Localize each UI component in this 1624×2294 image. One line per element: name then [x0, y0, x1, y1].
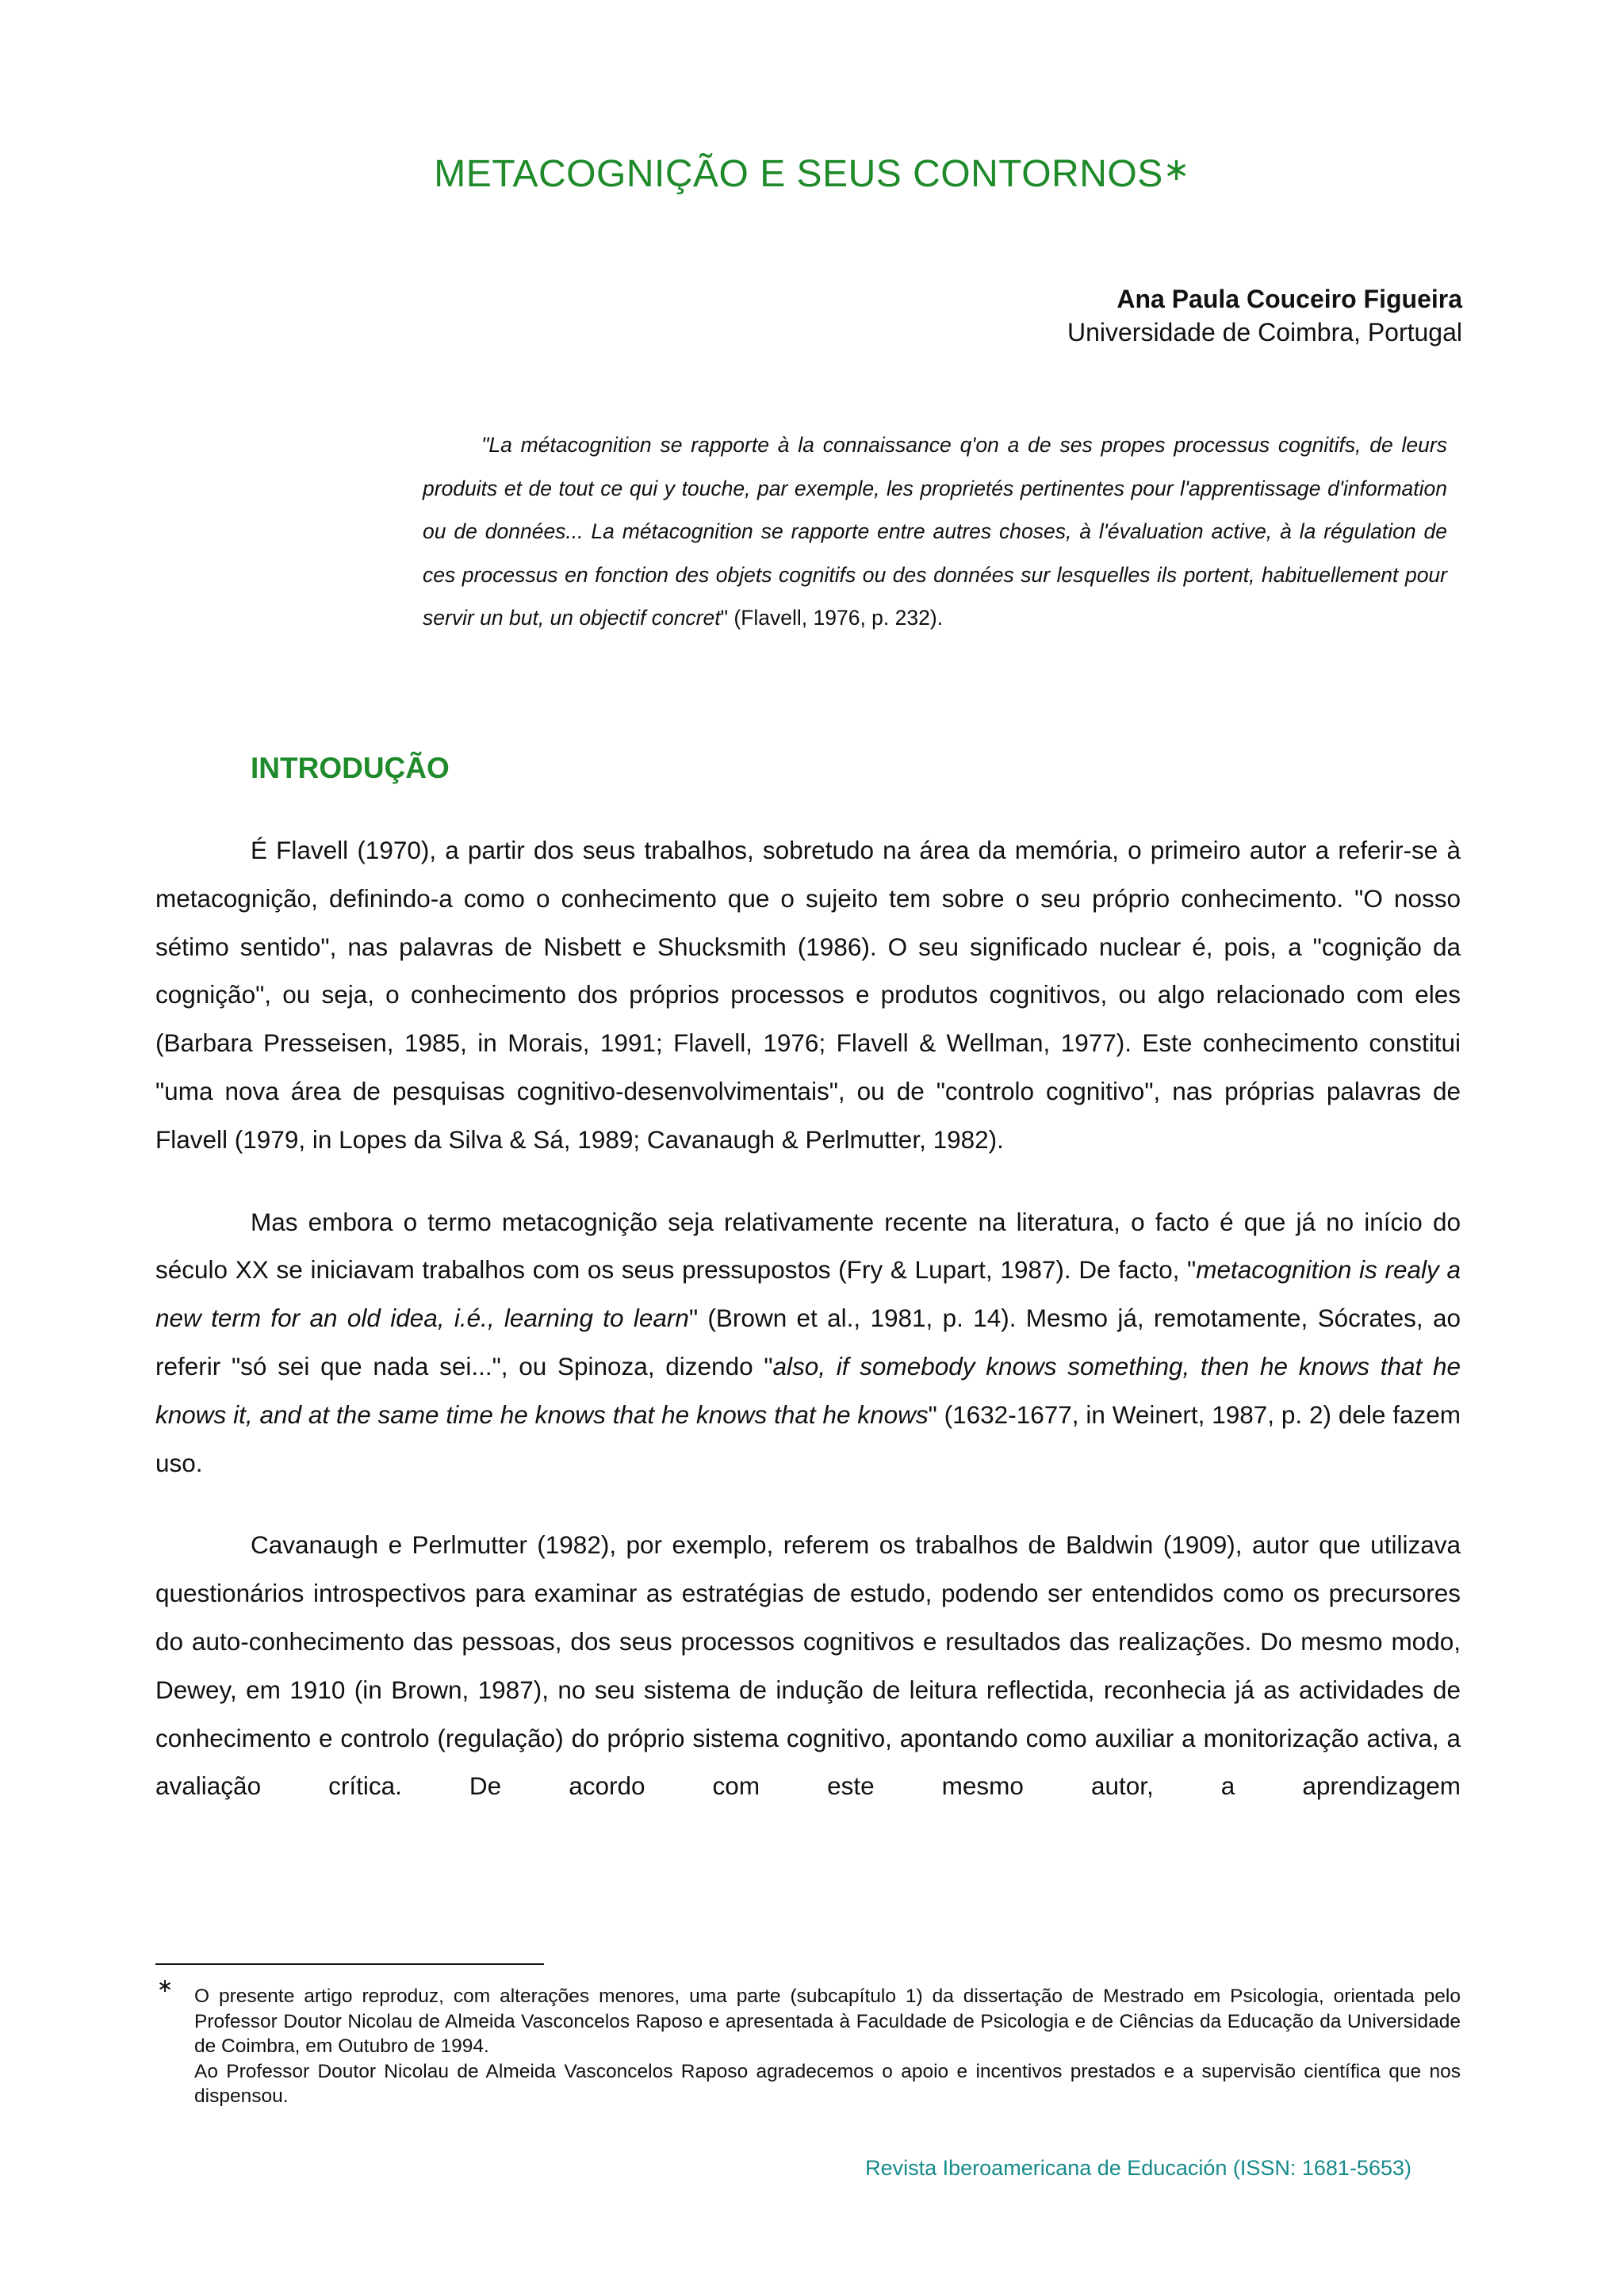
paragraph-2-text-c: " (Brown et al., 1981, p. 14). Mesmo já, remotamente, Sócrates, ao referir "só sei que nada sei...", ou Spinoza, dizendo ": [155, 1304, 1461, 1381]
footnote: [194, 1984, 1461, 2109]
paragraph-3: Cavanaugh e Perlmutter (1982), por exemplo, referem os trabalhos de Baldwin (1909), autor que utilizava questionários introspectivos para examinar as estratégias de estudo, podendo ser entendidos como os precursores do auto-conhecimento das pessoas, dos seus processos cognitivos e resultados das realizações. Do mesmo modo, Dewey, em 1910 (in Brown, 1987), no seu sistema de indução de leitura reflectida, reconhecia já as actividades de conhecimento e controlo (regulação) do próprio sistema cognitivo, apontando como auxiliar a monitorização activa, a avaliação crítica. De acordo com este mesmo autor, a aprendizagem: [155, 1530, 1461, 1801]
epigraph-citation: " (Flavell, 1976, p. 232).: [720, 606, 944, 630]
paragraph-2-text-e: " (1632-1677, in Weinert, 1987, p. 2) dele fazem uso.: [155, 1400, 1461, 1477]
article-body: [155, 826, 1461, 1810]
paragraph-1: É Flavell (1970), a partir dos seus trabalhos, sobretudo na área da memória, o primeiro autor a referir-se à metacognição, definindo-a como o conhecimento que o sujeito tem sobre o seu próprio conhecimento. "O nosso sétimo sentido", nas palavras de Nisbett e Shucksmith (1986). O seu significado nuclear é, pois, a "cognição da cognição", ou seja, o conhecimento dos próprios processos e produtos cognitivos, ou algo relacionado com eles (Barbara Presseisen, 1985, in Morais, 1991; Flavell, 1976; Flavell & Wellman, 1977). Este conhecimento constitui "uma nova área de pesquisas cognitivo-desenvolvimentais", ou de "controlo cognitivo", nas próprias palavras de Flavell (1979, in Lopes da Silva & Sá, 1989; Cavanaugh & Perlmutter, 1982).: [155, 836, 1461, 1154]
paragraph-2-quote-2: also, if somebody knows something, then he knows that he knows it, and at the same time he knows that he knows that he knows: [155, 1351, 1461, 1429]
title-text: METACOGNIÇÃO E SEUS CONTORNOS: [434, 153, 1163, 195]
paragraph-2: [155, 1198, 1461, 1488]
paragraph-2-text-a: Mas embora o termo metacognição seja relativamente recente na literatura, o facto é que já no início do século XX se iniciavam trabalhos com os seus pressupostos (Fry & Lupart, 1987). De facto, ": [155, 1207, 1461, 1285]
author-name: Ana Paula Couceiro Figueira: [1116, 285, 1462, 313]
author-affiliation: Universidade de Coimbra, Portugal: [1067, 318, 1462, 347]
footnote-separator: [155, 1963, 544, 1965]
footnote-text-1: O presente artigo reproduz, com alterações menores, uma parte (subcapítulo 1) da dissertação de Mestrado em Psicologia, orientada pelo Professor Doutor Nicolau de Almeida Vasconcelos Raposo e apresentada à Faculdade de Psicologia e de Ciências da Educação da Universidade de Coimbra, em Outubro de 1994.: [194, 1986, 1461, 2057]
title-footnote-mark: ∗: [1162, 152, 1190, 187]
article-title: [0, 152, 1624, 196]
author-block: [1067, 282, 1462, 349]
section-heading: INTRODUÇÃO: [251, 752, 450, 784]
epigraph-quote: "La métacognition se rapporte à la connaissance q'on a de ses propes processus cognitifs, de leurs produits et de tout ce qui y touche, par exemple, les proprietés pertinentes pour l'apprentissage d'information ou de données... La métacognition se rapporte entre autres choses, à l'évaluation active, à la régulation de ces processus en fonction des objets cognitifs ou des données sur lesquelles ils portent, habituellement pour servir un but, un objectif concret: [423, 433, 1447, 630]
journal-footer: Revista Iberoamericana de Educación (ISSN: 1681-5653): [865, 2156, 1411, 2180]
footnote-mark: ∗: [157, 1975, 174, 1997]
paragraph-2-quote-1: metacognition is realy a new term for an old idea, i.é., learning to learn: [155, 1255, 1461, 1333]
footnote-text-2: Ao Professor Doutor Nicolau de Almeida Vasconcelos Raposo agradecemos o apoio e incentivos prestados e a supervisão científica que nos dispensou.: [194, 2060, 1461, 2107]
epigraph: [423, 423, 1447, 640]
